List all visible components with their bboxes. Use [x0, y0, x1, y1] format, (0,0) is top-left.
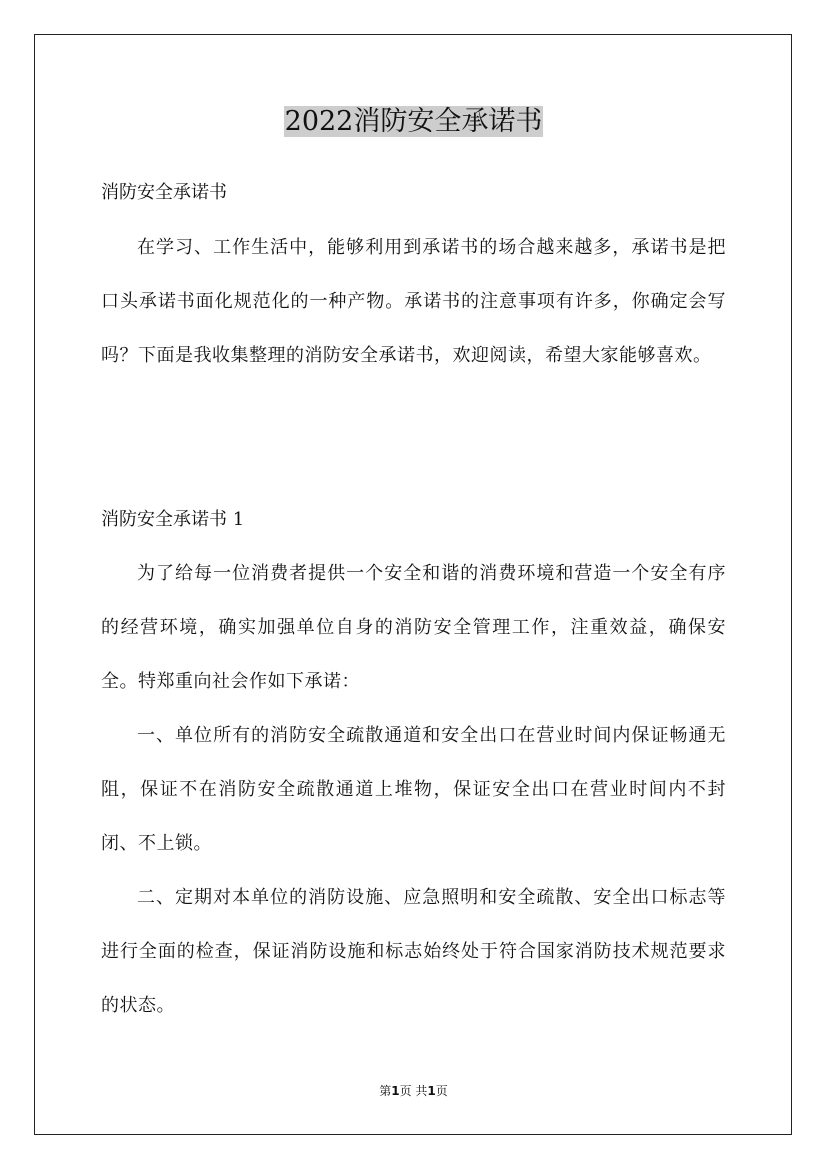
paragraph-1-item-one: 一、单位所有的消防安全疏散通道和安全出口在营业时间内保证畅通无阻，保证不在消防安全疏散通道上堆物，保证安全出口在营业时间内不封闭、不上锁。 [101, 725, 726, 854]
page-footer [0, 1083, 827, 1099]
paragraph-1-item-two: 二、定期对本单位的消防设施、应急照明和安全疏散、安全出口标志等进行全面的检查，保证消防设施和标志始终处于符合国家消防技术规范要求的状态。 [101, 887, 726, 1016]
footer-page-number: 1 [391, 1084, 400, 1098]
document-title [0, 104, 827, 140]
footer-total-pages: 1 [427, 1084, 436, 1098]
section-heading-1: 消防安全承诺书 1 [101, 509, 245, 530]
footer-page-prefix: 第 [379, 1084, 392, 1098]
paragraph-1-preamble: 为了给每一位消费者提供一个安全和谐的消费环境和营造一个安全有序的经营环境，确实加强单位自身的消防安全管理工作，注重效益，确保安全。特郑重向社会作如下承诺： [101, 563, 726, 692]
paragraph-intro: 在学习、工作生活中，能够利用到承诺书的场合越来越多，承诺书是把口头承诺书面化规范化的一种产物。承诺书的注意事项有许多，你确定会写吗？下面是我收集整理的消防安全承诺书，欢迎阅读，希望大家能够喜欢。 [101, 237, 726, 366]
section-heading-intro: 消防安全承诺书 [101, 182, 227, 203]
document-title-text: 2022消防安全承诺书 [284, 106, 543, 137]
footer-page-suffix: 页 [435, 1084, 448, 1098]
footer-page-mid: 页 共 [399, 1084, 428, 1098]
